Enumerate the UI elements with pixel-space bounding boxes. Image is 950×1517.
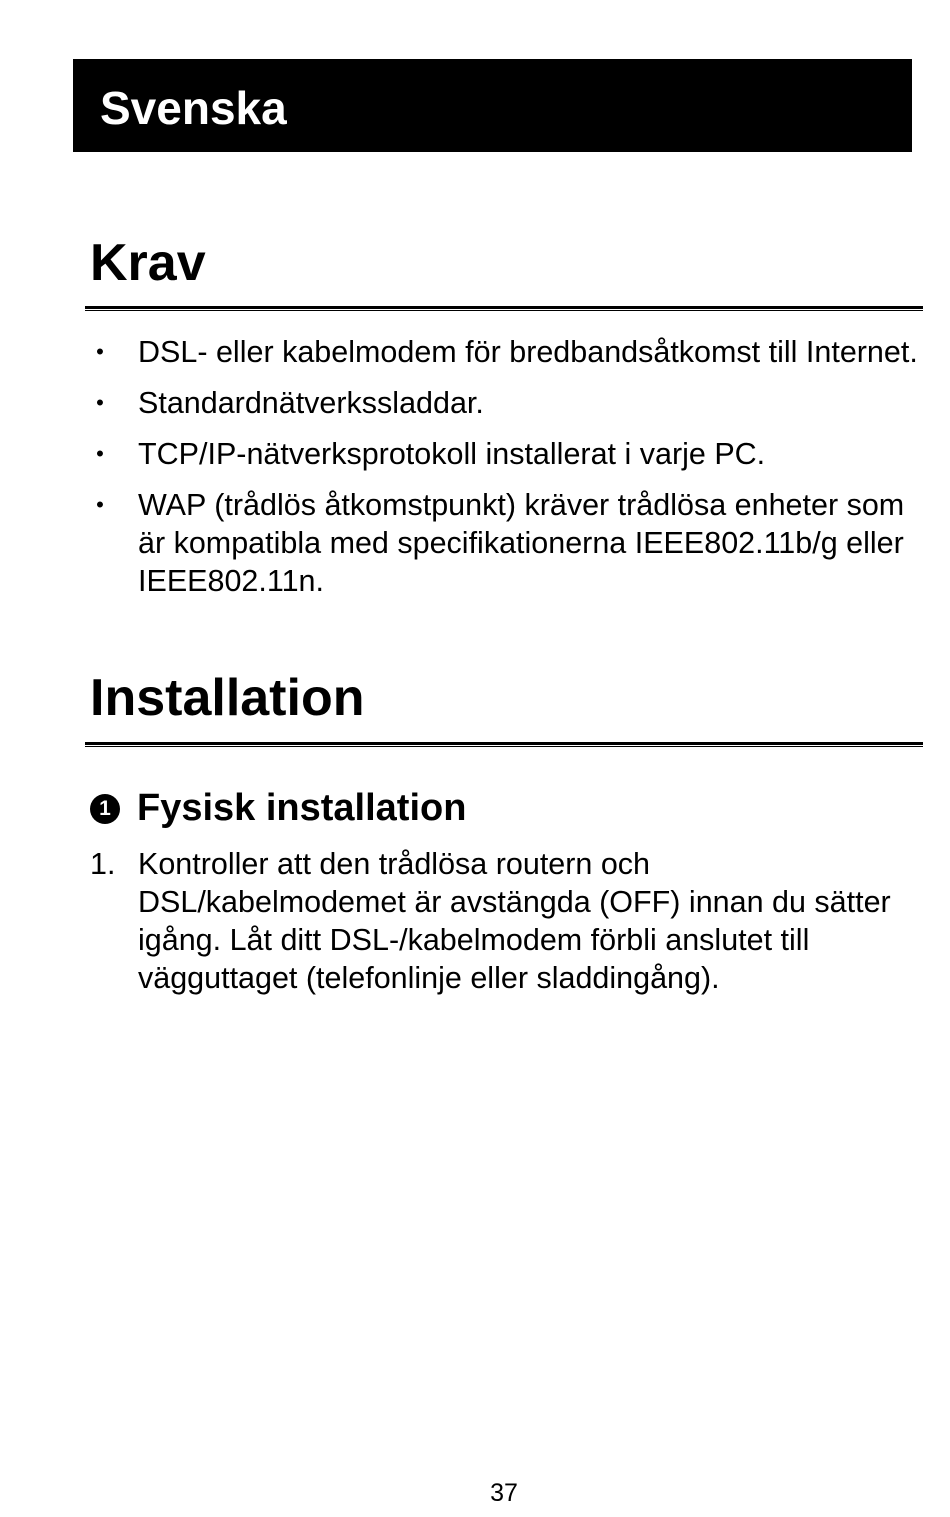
requirements-divider (85, 306, 923, 311)
section-title: Fysisk installation (137, 787, 467, 829)
requirements-list (90, 333, 920, 613)
list-item (90, 486, 920, 600)
language-title: Svenska (100, 82, 287, 134)
language-banner (73, 59, 912, 152)
section-heading (90, 786, 466, 830)
installation-divider (85, 742, 923, 747)
list-item (90, 435, 920, 473)
step-text: Kontroller att den trådlösa routern och DSL/kabelmodemet är avstängda (OFF) innan du sätter igång. Låt ditt DSL-/kabelmodem förbli anslutet till vägguttaget (telefonlinje eller sladdingång). (138, 847, 891, 995)
list-item (90, 845, 920, 997)
circled-number-icon: 1 (90, 794, 120, 824)
page-number: 37 (490, 1479, 518, 1507)
requirement-text: Standardnätverkssladdar. (138, 386, 484, 420)
requirements-heading: Krav (90, 234, 206, 292)
steps-list (90, 845, 920, 1010)
installation-heading: Installation (90, 669, 365, 727)
requirement-text: DSL- eller kabelmodem för bredbandsåtkomst till Internet. (138, 335, 918, 369)
bullet-icon: • (96, 441, 104, 466)
list-item (90, 333, 920, 371)
requirement-text: TCP/IP-nätverksprotokoll installerat i varje PC. (138, 437, 766, 471)
list-item (90, 384, 920, 422)
bullet-icon: • (96, 492, 104, 517)
requirement-text: WAP (trådlös åtkomstpunkt) kräver trådlösa enheter som är kompatibla med specifikationerna IEEE802.11b/g eller IEEE802.11n. (138, 488, 905, 598)
bullet-icon: • (96, 339, 104, 364)
step-number: 1. (90, 847, 116, 881)
bullet-icon: • (96, 390, 104, 415)
